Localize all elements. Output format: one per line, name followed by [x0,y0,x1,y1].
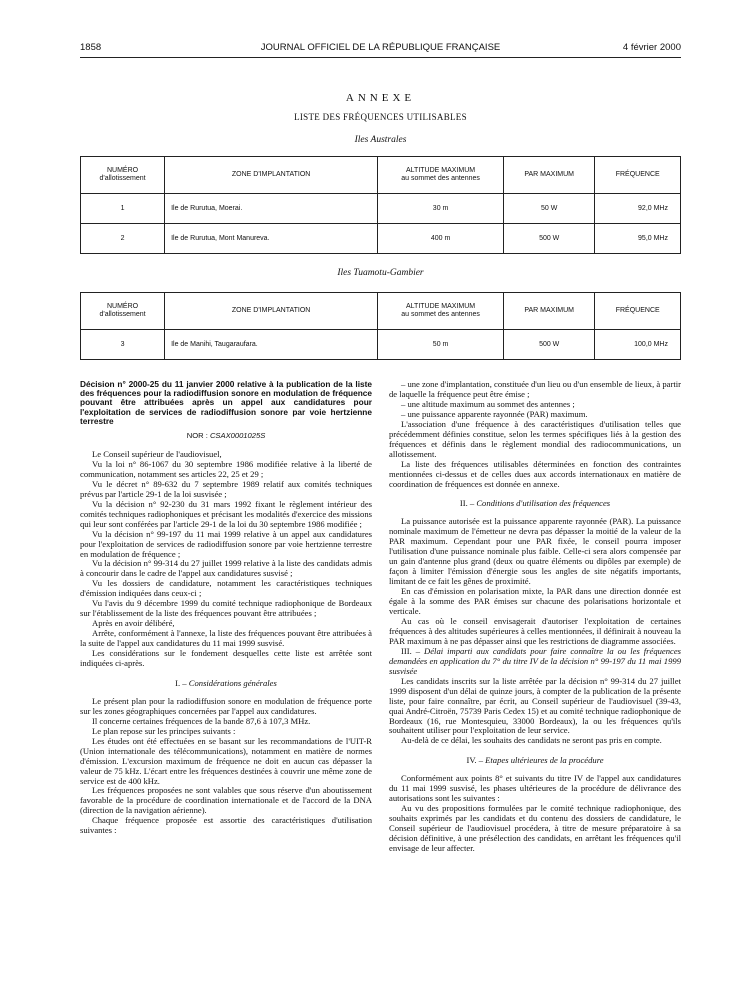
paragraph: La puissance autorisée est la puissance apparente rayonnée (PAR). La puissance nominale maximum de l'émetteur ne devra pas dépasser la moitié de la valeur de la PAR maximum. Cependant pour une PAR fixée, le conseil pourra imposer l'utilisation d'une puissance nominale plus faible. Celle-ci sera alors compensée par un gain d'antenne plus grand (deux ou quatre éléments ou dipôles par exemple) de façon à limiter l'émission d'énergie sous les angles de site négatifs importants, limitant de ce fait les gênes de proximité. [389,516,681,587]
paragraph: Les considérations sur le fondement desquelles cette liste est arrêtée sont indiquées ci-après. [80,648,372,668]
characteristics-list [389,380,681,420]
section-heading [80,679,372,689]
left-column [80,380,372,836]
section-heading [389,499,681,509]
list-item: – une altitude maximum au sommet des antennes ; [401,398,575,409]
table-body [81,194,681,254]
nor-reference [80,431,372,441]
section-title: Etapes ultérieures de la procédure [485,755,604,766]
cell-zone: Ile de Rurutua, Moerai. [165,194,378,224]
section-title: Considérations générales [188,677,277,688]
paragraph: La liste des fréquences utilisables déterminées en fonction des contraintes mentionnées ci-dessus et de celles dues aux accords internationaux en matière de coordination de fréquences est donnée en annexe. [389,458,681,489]
paragraph: Arrête, conformément à l'annexe, la liste des fréquences pouvant être attribuées à la suite de l'appel aux candidatures du 11 mai 1999 susvisé. [80,628,372,649]
cell-number: 3 [81,330,165,360]
paragraph: Vu l'avis du 9 décembre 1999 du comité technique radiophonique de Bordeaux sur l'établissement de la liste des fréquences pouvant être attribuées ; [80,598,372,619]
cell-par: 500 W [503,330,594,360]
header-altitude: ALTITUDE MAXIMUM au sommet des antennes [378,293,504,330]
header-frequency: FRÉQUENCE [595,293,681,330]
list-item: – une puissance apparente rayonnée (PAR) maximum. [401,408,588,419]
paragraph: Au-delà de ce délai, les souhaits des candidats ne seront pas pris en compte. [401,735,662,746]
cell-par: 50 W [503,194,594,224]
region-title: Iles Australes [354,135,407,145]
cell-number: 1 [81,194,165,224]
section-paragraphs [80,697,372,836]
page-header [80,42,681,56]
section-heading [389,647,681,677]
annex-title: ANNEXE [345,92,416,104]
paragraph: Vu les dossiers de candidature, notamment les caractéristiques techniques d'émission indiquées dans ceux-ci ; [80,578,372,599]
paragraph: Le Conseil supérieur de l'audiovisuel, [92,448,222,459]
table-header-row [81,293,681,330]
paragraph: Le plan repose sur les principes suivants : [92,725,236,736]
nor-code: CSAX0001025S [209,431,266,441]
section-title: Conditions d'utilisation des fréquences [476,498,611,509]
section-paragraphs [389,677,681,747]
region-title: Iles Tuamotu-Gambier [337,268,424,278]
paragraph: Vu le décret n° 89-632 du 7 septembre 1989 relatif aux comités techniques prévus par l'article 29-1 de la loi susvisée ; [80,478,372,499]
nor-label: NOR : [186,431,210,441]
cell-altitude: 30 m [378,194,504,224]
paragraph: En cas d'émission en polarisation mixte, la PAR dans une direction donnée est égale à la somme des PAR émises sur chacune des polarisations horizontale et verticale. [389,586,681,617]
cell-altitude: 400 m [378,224,504,254]
header-frequency: FRÉQUENCE [595,157,681,194]
section-heading [389,756,681,766]
annex-subtitle: LISTE DES FRÉQUENCES UTILISABLES [294,112,467,122]
cell-frequency: 100,0 MHz [595,330,681,360]
paragraph: Il concerne certaines fréquences de la bande 87,6 à 107,3 MHz. [92,715,311,726]
paragraph: Les fréquences proposées ne sont valables que sous réserve d'un aboutissement favorable de la procédure de coordination internationale et de l'accord de la DNA (direction de la navigation aérienne). [80,785,372,816]
cell-zone: Ile de Manihi, Taugaraufara. [165,330,378,360]
cell-altitude: 50 m [378,330,504,360]
paragraph: Conformément aux points 8° et suivants du titre IV de l'appel aux candidatures du 11 mai 1999 susvisé, les phases ultérieures de la procédure de délivrance des autorisations sont les suivantes : [389,773,681,804]
decision-title: Décision n° 2000-25 du 11 janvier 2000 relative à la publication de la liste des fréquences pour la radiodiffusion sonore en modulation de fréquence pouvant être attribuées après un appel aux candidatures pour l'exploitation de services de radiodiffusion sonore par voie hertzienne terrestre [80,379,372,426]
header-altitude: ALTITUDE MAXIMUM au sommet des antennes [378,157,504,194]
cell-par: 500 W [503,224,594,254]
list-item: – une zone d'implantation, constituée d'un lieu ou d'un ensemble de lieux, à partir de laquelle la fréquence peut être émise ; [389,379,681,399]
paragraph: L'association d'une fréquence à des caractéristiques d'utilisation telles que précédemment définies constitue, selon les termes spécifiques liés à la gestion des fréquences et définis dans le règlement mondial des radiocommunications, un allotissement. [389,418,681,459]
section-number: III. – [401,645,425,656]
cell-frequency: 95,0 MHz [595,224,681,254]
header-zone: ZONE D'IMPLANTATION [165,293,378,330]
allotment-paragraphs [389,420,681,490]
paragraph: Le présent plan pour la radiodiffusion sonore en modulation de fréquence porte sur les zones géographiques concernées par l'appel aux candidatures. [80,695,372,716]
cell-zone: Ile de Rurutua, Mont Manureva. [165,224,378,254]
issue-date: 4 février 2000 [622,42,681,53]
paragraph: Les candidats inscrits sur la liste arrêtée par la décision n° 99-314 du 27 juillet 1999 disposent d'un délai de quinze jours, à compter de la publication de la présente liste, pour faire connaître, par écrit, au Conseil supérieur de l'audiovisuel (39-43, quai André-Citroën, 75739 Paris Cedex 15) et au comité technique radiophonique de Bordeaux (16, rue Montesquieu, 33000 Bordeaux), la ou les fréquences qu'ils souhaitent utiliser pour l'exploitation de leur service. [389,675,681,736]
section-paragraphs [389,774,681,854]
header-number: NUMÉRO d'allotissement [81,157,165,194]
cell-number: 2 [81,224,165,254]
table-header-row [81,157,681,194]
table-row [81,224,681,254]
page-number: 1858 [80,42,102,53]
right-column [389,380,681,854]
paragraph: Les études ont été effectuées en se basant sur les recommandations de l'UIT-R (Union internationale des télécommunications), notamment en matière de normes d'émission. L'excursion maximum de fréquence ne doit en aucun cas dépasser la valeur de 75 kHz. L'écart entre les fréquences destinées à couvrir une même zone de service est de 400 kHz. [80,735,372,786]
section-number: I. – [175,677,189,688]
journal-title: JOURNAL OFFICIEL DE LA RÉPUBLIQUE FRANÇAISE [260,42,501,53]
table-body [81,330,681,360]
intro-paragraphs [80,450,372,669]
paragraph: Au vu des propositions formulées par le comité technique radiophonique, des souhaits exprimés par les candidats et du contenu des dossiers de candidature, le Conseil supérieur de l'audiovisuel procédera, à titre de mesure préparatoire à sa décision définitive, à une présélection des candidats, en arrêtant les fréquences qu'il envisage de leur affecter. [389,803,681,853]
paragraph: Chaque fréquence proposée est assortie des caractéristiques d'utilisation suivantes : [80,815,372,836]
frequency-table [80,156,681,254]
header-number: NUMÉRO d'allotissement [81,293,165,330]
paragraph: Vu la décision n° 99-197 du 11 mai 1999 relative à un appel aux candidatures pour l'exploitation de services de radiodiffusion sonore par voie hertzienne terrestre en modulation de fréquence ; [80,528,372,559]
table-row [81,330,681,360]
section-paragraphs [389,517,681,646]
paragraph: Vu la décision n° 99-314 du 27 juillet 1999 relative à la liste des candidats admis à concourir dans le cadre de l'appel aux candidatures susvisé ; [80,558,372,579]
header-rule [80,57,681,58]
paragraph: Vu la loi n° 86-1067 du 30 septembre 1986 modifiée relative à la liberté de communication, notamment ses articles 22, 25 et 29 ; [80,458,372,479]
table-row [81,194,681,224]
header-par: PAR MAXIMUM [503,157,594,194]
header-par: PAR MAXIMUM [503,293,594,330]
section-number: IV. – [466,755,486,766]
frequency-table [80,292,681,360]
cell-frequency: 92,0 MHz [595,194,681,224]
header-zone: ZONE D'IMPLANTATION [165,157,378,194]
paragraph: Vu la décision n° 92-230 du 31 mars 1992 fixant le règlement intérieur des comités techniques radiophoniques et précisant les modalités d'exercice des missions qui leur sont conférées par l'article 29-1 de la loi du 30 septembre 1986 modifiée ; [80,498,372,529]
paragraph: Au cas où le conseil envisagerait d'autoriser l'exploitation de certaines fréquences à des altitudes supérieures à celles mentionnées, il définirait à nouveau la PAR maximum à ne pas dépasser ainsi que les restrictions de diagramme associées. [389,615,681,646]
paragraph: Après en avoir délibéré, [92,618,175,629]
section-number: II. – [459,498,477,509]
section-title: Délai imparti aux candidats pour faire connaître la ou les fréquences demandées en application du 7° du titre IV de la décision n° 99-197 du 11 mai 1999 susvisée [389,645,682,676]
